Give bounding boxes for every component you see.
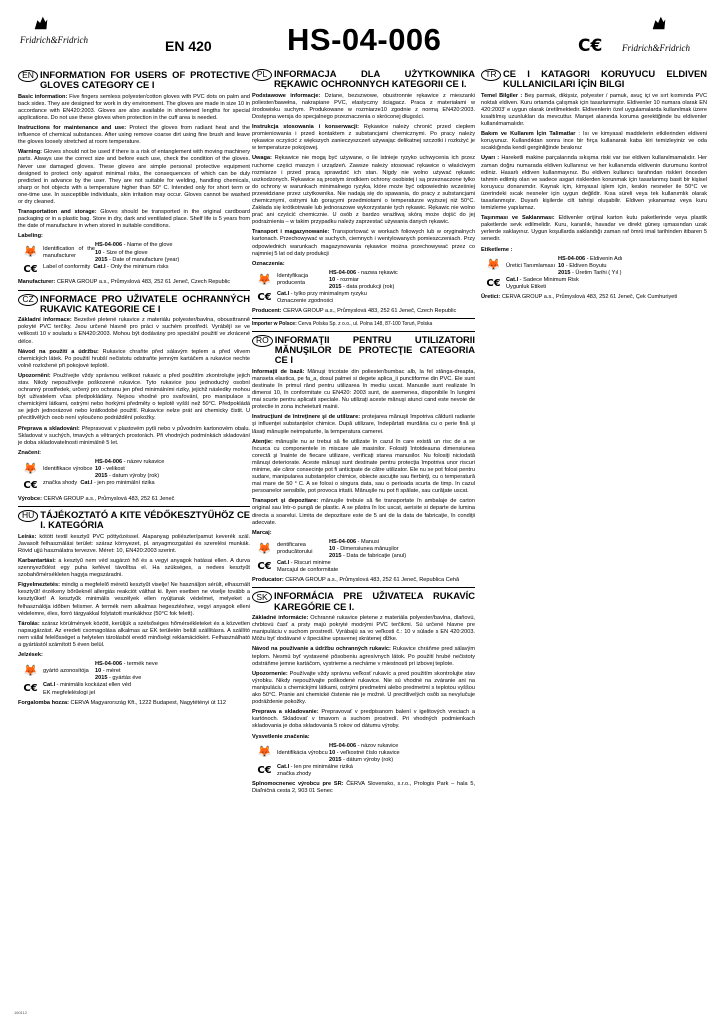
manuf-text: CERVA GROUP a.s., Průmyslová 483, 252 61 Jeneč, Çek Cumhuriyeti [500,294,678,301]
lab-cat-desc: - Only the minimum risks [105,263,169,270]
labeling-block [18,661,250,696]
lang-badge: SK [252,591,272,603]
fox-logo-icon: 🦊 [486,259,501,272]
section-title: INFORMÁCIA PRE UŽIVATEĽA RUKAVÍC KAREGÓRIE CE I. [274,590,475,612]
manuf-label: Splnomocnenec výrobcu pre SR: [252,781,344,788]
fox-logo-icon: 🦊 [257,273,272,286]
header-left [18,14,250,64]
lab-size-desc: - veľkostné číslo rukavice [335,749,400,756]
transport-label: Transportation and storage: [18,209,97,216]
section-heading [252,591,475,612]
brand-logo [20,14,88,45]
ce-mark-icon: C€ [23,683,38,695]
lab-cat: Cat.I [277,291,290,298]
transport-text: Gloves should be transported in the original cardboard packaging or in a plastic bag. Store in dry, dark and ventilated place. Shelf life is 5 years from the date of manufacture in when stored in suitable conditions. [18,209,251,230]
lab-size-desc: - Dimensiunea mânuşilor [335,545,399,552]
maint-label: Karbantartási: [18,557,56,564]
fox-logo-icon: 🦊 [257,542,272,555]
lab-code: HS-04-006 [95,661,123,668]
maint-text: Rukavice chraňte před sálavým teplem a před vlivem chemických látek. Po použití hrubší nečistotu odstraňte jemným kartáčem a rukavice nechte volně rozložené při pokojové teplotě. [18,348,250,369]
lab-conf: EK megfeleléslogi jel [43,689,95,696]
lab-manufacturer-id: Üretici Tanımlaması [506,262,556,269]
section-title: INFORMATION FOR USERS OF PROTECTIVE GLOVES CATEGORY CE I [40,69,250,91]
labeling-label: Značení: [18,449,42,456]
lab-code-desc: - Name of the glove [122,242,173,249]
section-pl [252,69,475,328]
section-en [18,70,250,287]
warn-text: mindig a megfelelő méretű kesztyűt viselje! Ne használjon sérült, elhasznált kesztyűt! érzékeny bőrűeknél allergiás reakciót válthat ki. Ilyen esetben ne viselje tovább a kesztyűket! A kesztyűk minimális veszélyek ellen nyújtanak védelmet, melyeket a felhasználója időben felismer. A termék nem alkalmas hegesztéshez, vegyi anyagok elleni védelemre, éles, forró tárgyakkal folytatott munkákhoz (50°C fok felett). [18,582,250,617]
lab-manufacturer-id: dentificarea producătorului [277,542,313,556]
section-title: INFORMACJA DLA UŻYTKOWNIKA RĘKAWIC OCHRONNYCH KATEGORII CE I. [274,68,475,90]
basic-text: Mănuşi tricotate din poliester/bumbac alb, la fel stânga-dreapta, manseta elastica, pe fa_a, dosul palmei si degete aplica_ii punctiforme din PVC. Ele sunt destinate în primul rând pentru utilizarea în mediu uscat. Manusile sunt realizate în dimensi 10, în conformitate cu EN420: 2003 sunt, de asemenea, disponibile în lungimi mai scurte pentru aplicatii speciale. Nu utilizaţi aceste mănuşi atunci cand este nevoie de protectie in zona incheieturii mainii. [252,368,475,411]
section-tr [481,69,707,301]
lab-code-desc: - Eldivenin Adı [585,255,623,262]
basic-label: Základní informace: [18,317,72,324]
transport-text: Přepravovat v plastovém pytli nebo v původním kartonovém obalu. Skladovat v suchých, tmavých a větraných prostorách. Při vhodných podmínkách skladování je doba skladovatelnosti minimálně 5 let. [18,425,250,446]
basic-label: Podstawowe informacje: [252,92,321,99]
transport-text: Transportować w workach foliowych lub w oryginalnych kartonach. Przechowywać w suchych, ciemnych i wentylowanych pomieszczeniach. Przy odpowiednich warunkach magazynowania rękawice można przechowywać przez co najmniej 5 lat od daty produkcji [252,229,475,257]
lab-cat: Cat.I [277,560,290,567]
lab-cat-desc: - Sadece Minimum Risk [518,276,579,283]
lab-year: 2015 [329,553,342,560]
standard-label: EN 420 [165,38,212,54]
section-heading [252,335,475,366]
labeling-label: Oznaczenia: [252,260,285,267]
column-left [18,67,250,710]
basic-label: Základné informácie: [252,615,309,622]
transport-text: mânuşile trebuie să fie transportate în ambalaje de carton original sau într-o pungă de plastic. A se păstra în loc uscat, aerisite si departe de lumina directa a soarelui. Limita de depozitare este de 5 ani de la data de fabricaţie, în condiţii adecvate. [252,498,475,526]
ce-mark-icon: C€ [257,764,272,776]
manuf-label: Producator: [252,577,284,584]
basic-text: Bezešvé pletené rukavice z materiálu polyester/bavlna, obousttranně pokryté PVC terčíky. Jsou určené hlavně pro práci v suchém prostředí. Vyrábějí se ve velikosti 10 v souladu s EN420:2003. Mohou být dodávány pro speciální použití ve zkrácené délce. [18,317,251,345]
ce-mark-icon: C€ [486,277,501,289]
lab-year: 2015 [95,256,108,263]
warn-text: Rękawice nie mogą być używane, o ile istnieje ryzyko uchwycenia ich przez ruchome części maszyn i urządzeń. Zawsze należy stosować rękawice o właściwym rozmiarze i przed pracą sprawdzić ich stan. Nigdy nie wolno używać rękawic uszkodzonych. Rękawice są prostym środkiem ochrony osobistej i są przeznaczone tylko do ochrony w warunkach minimalnego ryzyka, które może być odpowiednio wcześniej przewidziane przez użytkownika. Nie nadają się do spawania, do pracy z substancjami chemicznymi, ostrymi lub gorącymi przedmiotami o temperaturze wyższej niż 50°C. Zakłada się krótkotrwałe lub jednorazowe wykorzystanie tych rękawic. Rękawic nie wolno prać ani czyścić chemicznie. U osób z bardzo wrażliwą skórą może dojść do jej podrażnienia – w takim przypadku należy zaprzestać używania danych rękawic. [252,155,475,226]
lab-code: HS-04-006 [329,742,357,749]
manuf-text: ČERVA Slovensko, s.r.o., Prologis Park – hala 5, Diaľničná cesta 2, 903 01 Senec [252,781,476,795]
labeling-block [481,256,707,291]
lab-code-desc: - termék neve [122,661,158,668]
lab-size: 10 [95,668,102,675]
divider [252,318,475,319]
lab-size: 10 [95,249,102,256]
lab-manufacturer-id: Identifikácia výrobcu [277,749,328,756]
section-heading [481,69,707,90]
maint-label: Návod na používanie a údržbu ochranných rukavíc: [252,646,391,653]
section-title: TÁJÉKOZTATÓ A KITE VÉDŐKESZTYŰHÖZ CE I. KATEGÓRIA [40,508,250,531]
divider [252,587,475,588]
lang-badge: EN [18,70,38,82]
lab-conf: značka zhody [277,770,312,777]
lab-code-desc: - nazwa rękawic [356,269,398,276]
labeling-label: Vysvetlenie značenia: [252,733,310,740]
section-heading [18,70,250,91]
lab-code: HS-04-006 [329,538,357,545]
warn-label: Uwaga: [252,155,272,162]
brand-logo-right [622,14,690,53]
maint-text: Rukavice chráňme pred sálavým teplom. Nesmú byť vystavené pôsobeniu agresívnych látok. Po použití hrubé nečistoty odstráňme jemne kartáčom, vystrieme a necháme v miestnosti pri izbovej teplote. [252,646,475,667]
lab-size-desc: - Eldiven Boyutu [564,262,607,269]
lab-conf: Label of conformity [43,263,91,270]
transport-label: Preprava a skladovanie: [252,709,319,716]
lab-conf: značka shody [43,480,78,487]
basic-label: Temel Bilgiler : [481,92,523,99]
fox-logo-icon [650,14,668,32]
section-heading [18,510,250,531]
lab-size: 10 [558,262,565,269]
fox-logo-icon: 🦊 [23,664,38,677]
warn-text: Gloves should not be used if there is a risk of entanglement with moving machinery parts. Always use the correct size and before each use, check the condition of the gloves. Never use damaged gloves. These gloves are simple personal protective equipment designed to protect only against minimal risks, the consequences of which can be duly predicted in advance by the user. They are not suitable for welding, handling chemicals, sharp or hot objects with a temperature higher than 50° C. Intended only for short term or one-time use. In susceptible individuals, skin irritation may occur. Gloves cannot be washed or dry cleaned. [18,149,250,205]
maint-label: Instrukcja stosowania i konserwacji: [252,124,359,131]
maint-label: Instrucţiuni de întreţinere şi de utilizare: [252,414,361,421]
warn-label: Atenţie: [252,438,273,445]
lab-year-desc: - Üretim Tarihi ( Yıl ) [570,269,622,276]
section-title: CE I KATAGORI KORUYUCU ELDIVEN KULLANICILARI İÇİN BILGI [503,68,707,90]
manuf-text: CERVA GROUP a.s., Průmyslová 483, 252 61 Jeneč, Czech Republic [55,279,231,286]
manuf-label: Manufacturer: [18,279,56,286]
ce-mark-icon: C€ [23,263,38,275]
lab-conf: Uygunluk Etiketi [506,284,547,291]
lab-conf: Marcajul de conformitate [277,567,339,574]
basic-text: Beş parmak, dikişsiz, polyester / pamuk, avuç içi ve sırt kısmında PVC noktalı eldiven. Kuru ortamda çalışmak için tasarlanmıştır. Eldivenler 10 numara olarak EN 420:2003' e uygun olarak üretilmektedir. Eldivenlerin özel uygulamalarda kullanılmak üzere kısaltılmış uzunlukları da mevcuttur. Manşet alanında koruma gerektiğinde bu eldivenler kullanılmamalıdır. [481,92,708,128]
lab-cat-desc: - minimális kockázat ellen véd [55,682,131,689]
basic-text: Dziane, bezszwowe, obustronnie rękawice z mieszanki poliester/bawełna, nakrapiane PVC, elastyczny ściągacz. Praca z materiałami w środowisku suchym. Produkowane w rozmiarze10 zgodnie z normą EN420:2003. Dostępna wersja do specjalnego przeznaczenia o skróconej długości. [252,92,475,120]
footer-code: 160112 [14,1010,28,1015]
lab-manufacturer-id: Identyfikacja producenta [277,273,309,287]
transport-label: Přeprava a skladování: [18,425,80,432]
labeling-label: Marcaj: [252,529,272,536]
lab-cat-desc: - jen pro minimální rizika [92,480,155,487]
lab-cat: Cat.I [43,682,56,689]
lab-year: 2015 [95,675,108,682]
labeling-label: Labeling: [18,233,43,240]
maint-label: Bakım ve Kullanım İçin Talimatlar [481,131,576,138]
warn-text: Používajte vždy správnu veľkosť rukavíc a pred použitím skontrolujte stav výrobku. Nikdy nepoužívajte poškodené rukavice. Nie sú vhodné na zváranie ani na manipuláciu s chemickými látkami, ostrými predmetmi alebo predmetmi s teplotou vyššou ako 50°C. Pranie ani chemické čistenie nie je možné. U precitlivelých osôb sa nevylučuje podráždenie pokožky. [252,670,475,706]
labeling-block [18,242,250,276]
warn-label: Upozornenie: [252,670,288,677]
warn-label: Figyelmeztetés: [18,582,60,589]
transport-label: Taşınması ve Saklanması: [481,215,555,222]
section-heading [18,294,250,315]
fox-logo-icon [32,14,50,32]
basic-label: Basic information: [18,93,68,100]
section-title: INFORMAŢII PENTRU UTILIZATORII MĂNUŞILOR DE PROTECŢIE CATEGORIA CE I [274,333,475,366]
transport-label: Transport i magazynowanie: [252,229,330,236]
labeling-block [252,270,475,305]
lab-year: 2015 [329,756,342,763]
section-hu [18,510,250,707]
lang-badge: CZ [18,294,38,306]
maint-text: protejarea mănuşii împotriva căldurii radiante şi influenţei substanţelor chimice. După utilizare, îndepărtati murdăria cu o perie fină şi lăsaţi mănuşile neimpaturite, la temperatura camerei. [252,414,475,435]
labeling-label: Etiketleme : [481,246,513,253]
column-middle [250,66,475,798]
divider [18,506,250,507]
lab-year: 2015 [95,473,108,480]
brand-name: Fridrich&Fridrich [20,35,88,45]
lab-code: HS-04-006 [558,255,586,262]
section-ro [252,335,475,585]
lab-manufacturer-id: Identifikace výrobce [43,466,93,472]
lab-cat-desc: - Riscuri minime [289,560,331,567]
importer-text: Cerva Polska Sp. z o.o., ul. Polna 148, 87-100 Toruń, Polska [296,321,433,328]
manuf-text: CERVA Magyarország Kft., 1222 Budapest, Nagytétényi út 112 [68,699,226,706]
maint-label: Instructions for maintenance and use: [18,125,127,132]
warn-label: Upozornění: [18,372,51,379]
transport-text: Prepravovať v predpisanom balení v igelitových vreciach a kartónoch. Skladovať v tmavom a suchom prostredí. Pri vhodných podmienkach skladovania je doba skladovania 5 rokov od dátumu výroby. [252,709,475,730]
transport-text: Eldivenler orijinal karton kutu paketlerinde veya plastik paketlerde sevk edilmelidir. Kuru, karanlık, havadar ve direkt güneş ışmasından uzak yerlerde saklayınız. Uygun koşullarda saklandığı zaman raf ömrü imal tarihinden itibaren 5 senedir. [481,215,707,243]
importer-label: Importer w Polsce: [252,321,297,328]
lab-code: HS-04-006 [95,242,123,249]
lab-size-desc: - méret [101,668,121,675]
lab-code-desc: - Manusi [356,538,380,545]
section-title: INFORMACE PRO UŽIVATELE OCHRANNÝCH RUKAVIC KATEGORIE CE I [40,292,250,314]
fox-logo-icon: 🦊 [23,246,38,259]
transport-label: Transport şi depozitare: [252,498,319,505]
brand-name: Fridrich&Fridrich [622,43,690,53]
lab-conf: Oznaczenie zgodności [277,298,334,305]
maint-text: Protect the gloves from radiant heat and the influence of chemical substances. After using remove coarse dirt using fine brush and leave the gloves loosely stretched at room temperature. [18,125,251,146]
lab-year-desc: - gyártás éve [107,675,142,682]
lab-year-desc: - Data de fabricaţie (anul) [341,553,407,560]
manuf-label: Výrobce: [18,495,42,502]
manuf-label: Producent: [252,308,282,315]
lab-code: HS-04-006 [329,269,357,276]
lab-size: 10 [329,545,336,552]
ce-mark-icon: C€ [257,291,272,303]
lab-year-desc: - data produkcji (rok) [341,284,395,291]
section-sk [252,591,475,795]
maint-text: a kesztyű nem véd sugárzó hő és a vegyi anyagok hatásai ellen. A durva szennyeződést egy puha kefével távolítsa el. Ha szükséges, a nedves kesztyűt szobahőmérsékleten hagyja megszáradni. [18,557,250,579]
manuf-text: CERVA GROUP a.s., Průmyslová 483, 252 61 Jeneč [41,495,175,502]
warn-text: mânuşile nu ar trebui să fie utilizate în cazul în care există un risc de a se încurca cu componentele in miscare ale masinilor. Folosiţi întotdeauna dimensiunea corectă şi înainte de fiecare utilizare, verificaţi starea manusilor. Nu folosiţi niciodată mânuşi deteriorate. Aceste mânuşi sunt destinate pentru protecţia împotriva unor riscuri minime, ale căror consecinţe pot fi anticipate de către utilizator. Ele nu se pot folosi pentru sudare, manipularea substanţelor chimice, obiecte ascuţite sau fierbinţi, cu o temperatură mai mare de 50 ° C. A se folosi o singura data, sau o perioada scurta de timp. In cazul persoanelor sensibile, pot provoca iritatii. Mânuşile nu pot fi spălate, sau curăţate uscat. [252,438,475,495]
lab-code-desc: - název rukavice [122,458,165,465]
lab-cat-desc: - len pre minimálne riziká [289,763,353,770]
labeling-block [252,743,475,778]
labeling-label: Jelzések: [18,652,43,659]
section-cz [18,294,250,503]
lab-cat: Cat.I [506,276,519,283]
divider [18,290,250,291]
warn-text: Používejte vždy správnou velikost rukavic a před použitím zkontrolujte jejich stav. Nikdy nepoužívejte poškozené rukavice. Tyto rukavice jsou jednoduchý osobní ochranný prostředek, určený pro ochranu jen před minimálními riziky, jejichž následky mohou být uživatelem včas předpokládány. Nejsou vhodné pro svařování, pro manipulace s chemickými látkami, ostrými nebo horkými předměty o teplotě vyšší než 50°C. Předpokládá se jejich jednorázové nebo krátkodobé použití. Rukavice nelze prát ani chemicky čistit. U přecitlivělých osob není vyloučeno podráždění pokožky. [18,372,250,422]
product-code-title: HS-04-006 [287,22,442,57]
warn-label: Uyarı : [481,155,500,162]
labeling-block [18,459,250,493]
manuf-text: CERVA GROUP a.s., Průmyslová 483, 252 61 Jeneč, Czech Republic [281,308,457,315]
maint-text: Rękawice należy chronić przed ciepłem promieniowania i przed kontaktem z substancjami chemicznymi. Po pracy należy rękawice oczyścić z większych zanieczyszczeń używając delikatnej szczotki i rozłożyć je w temperaturze pokojowej. [252,124,475,152]
manuf-label: Üretici: [481,294,501,301]
labeling-block [252,539,475,574]
lab-manufacturer-id: Identification of the manufacturer [43,246,95,260]
warn-text: Hareketli makine parçalarında sıkışma riski var ise eldiven kullanılmamalıdır. Her zaman doğru numarada eldiven kullanınız ve her kullanımda eldivenin durumunu kontrol ediniz. Hasarlı eldiven kullanmayınız. Bu eldiven kullanıcı tarafından riskleri önceden tahmin edilmiş olan ve sadece asgari risklerden korunmak için tasarlanmış basit bir kişisel koruyucu donanımdır. Kaynak için, kimyasal işlem için, keskin nesneler ile 50°C ve üzerindeki sıcak nesneler için uygun değildir. Kısa süreli veya tek kullanımlık olarak tasarlanmıştır. Duyarlı kişilerde cilt tahrişi oluşabilir. Eldiven yıkanamaz veya kuru temizleme yapılamaz. [481,155,707,212]
lab-cat: Cat.I [93,263,106,270]
warn-label: Warning: [18,149,43,156]
lab-manufacturer-id: gyártó azonosítója [43,668,89,675]
transport-text: száraz körülmények között, kerüljük a szélsőséges hőmérsékleteket és a közvetlen napsugárzást. Az eredeti csomagolása alkalmas az EK területén belüli szállításra. A szállító nem vállal felelősséget a helytelen tárolásból eredő minőségi reklamációkért. Felhasználható a gyártástól számított 5 éven belül. [18,620,250,648]
basic-text: kötött textil kesztyű PVC pöttyözéssel. Alapanyag poliészter/pamut keverék szál. Javasolt felhasználási terület: száraz környezet, pl. anyagmozgatási és szerelési munkák. Rövid ujjú használatra tervezve. Méret: 10, EN420:2003 szerint. [18,533,250,554]
maint-label: Návod na použití a údržbu: [18,348,99,355]
lab-cat-desc: - tylko przy minimalnym ryzyku [289,291,367,298]
ce-mark-icon: C€ [578,36,603,56]
divider [252,331,475,332]
lab-size-desc: - rozmiar [335,276,359,283]
lab-code: HS-04-006 [95,458,123,465]
lang-badge: HU [18,510,38,522]
lang-badge: RO [252,335,273,347]
lab-cat: Cat.I [80,480,93,487]
manuf-text: CERVA GROUP a.s., Průmyslová 483, 252 61 Jeneč, Republica Cehă [283,577,460,584]
lab-year-desc: - datum výroby (rok) [107,473,160,480]
basic-text: Ochranné rukavice pletene z materiála polyester/bavlna, dlaňovú, chrbtovú časť a prsty majú pokryté modrými PVC terčikmi. Sú určené hlavne pre manipuláciu v suchom prostredí. Vyrábajú sa vo veľkosti č.: 10 v súlade s EN 420:2003. Môžu byť dodávané v špeciálne upravenej skrátenej dĺžke. [252,615,475,643]
transport-label: Tárolás: [18,620,40,627]
fox-logo-icon: 🦊 [23,462,38,475]
lab-cat: Cat.I [277,763,290,770]
basic-text: Five fingers semless polyester/cotton gloves with PVC dots on palm and back sides. They are designed for work in dry environment. The gloves are made in size 10 in accordance with EN420:2003. Gloves are also available in shortened lengths for special applications. Do not use these gloves when protection in the cuff area is needed. [18,93,251,121]
column-right [481,66,707,304]
basic-label: Informaţii de bază: [252,368,305,375]
lab-year: 2015 [558,269,571,276]
lab-size-desc: - Size of the glove [101,249,148,256]
ce-mark-icon: C€ [257,560,272,572]
lab-year: 2015 [329,284,342,291]
lab-size-desc: - velikost [101,466,125,472]
manuf-label: Forgalomba hozza: [18,699,69,706]
section-heading [252,69,475,90]
lang-badge: TR [481,69,501,81]
basic-label: Leírás: [18,533,37,540]
lab-year-desc: - dátum výroby (rok) [341,756,394,763]
lab-size: 10 [329,749,336,756]
ce-mark-icon: C€ [23,480,38,492]
lang-badge: PL [252,69,272,81]
fox-logo-icon: 🦊 [257,746,272,759]
maint-text: : Isı ve kimyasal maddelerin etkilerinden eldiveni koruyunuz. Kullandıktan sonra ince bir fırça kullanarak kaba kiri temizleyiniz ve oda sıcaklığında kendi gerginliğinde bırakınız [481,131,707,152]
lab-code-desc: - názov rukavice [356,742,399,749]
lab-size: 10 [95,466,102,472]
lab-size: 10 [329,276,336,283]
header-right [578,14,708,64]
lab-year-desc: - Date of manufacture (year) [107,256,180,263]
